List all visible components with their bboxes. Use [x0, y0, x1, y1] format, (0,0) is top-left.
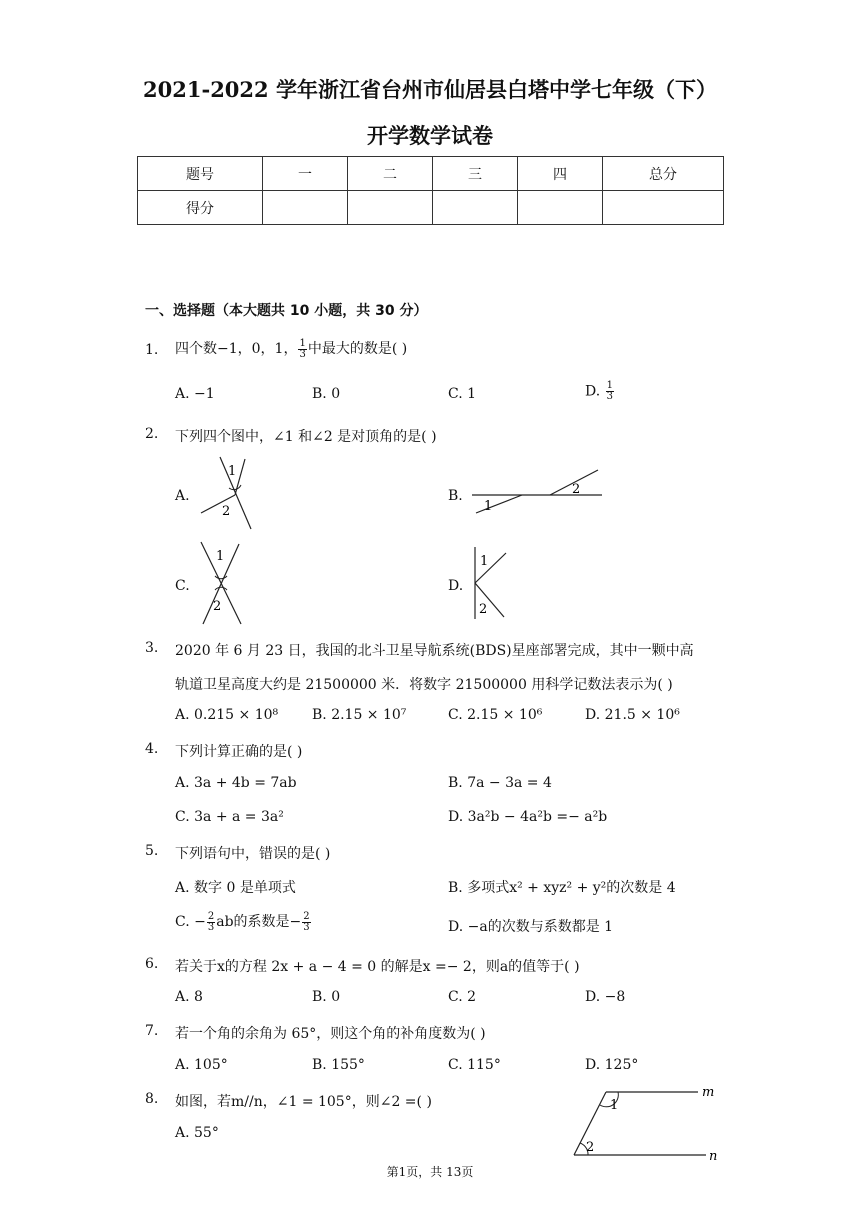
score-entry-cell	[518, 191, 603, 225]
question-number: 5.	[145, 843, 159, 859]
score-entry-cell	[263, 191, 348, 225]
angle-label-2: 2	[586, 1140, 595, 1155]
angle-label-1: 1	[228, 464, 237, 479]
angle-label-2: 2	[479, 602, 488, 617]
fraction-numerator: 1	[299, 337, 306, 349]
angle-label-1: 1	[216, 549, 225, 564]
score-entry-cell	[348, 191, 433, 225]
question-number: 3.	[145, 640, 159, 656]
option-a: A. 0.215 × 10⁸	[175, 707, 279, 723]
score-cell: 二	[348, 157, 433, 191]
question-1-text	[175, 338, 407, 360]
option-d	[585, 381, 615, 402]
question-number: 1.	[145, 342, 159, 358]
angle-label-1: 1	[480, 554, 489, 569]
question-3-line2: 轨道卫星高度大约是 21500000 米．将数字 21500000 用科学记数法表示为( )	[175, 677, 673, 693]
score-cell: 总分	[603, 157, 724, 191]
option-a: A. 8	[175, 989, 203, 1005]
score-entry-cell	[603, 191, 724, 225]
score-table-header-row	[138, 157, 724, 191]
score-table-score-row	[138, 191, 724, 225]
option-c	[175, 911, 312, 933]
figure-2b	[470, 465, 605, 515]
option-a: A. 55°	[175, 1125, 219, 1141]
fraction-denominator: 3	[606, 391, 614, 402]
option-b: B. 0	[312, 386, 341, 402]
option-a: A. 105°	[175, 1057, 228, 1073]
question-2-text: 下列四个图中，∠1 和∠2 是对顶角的是( )	[175, 429, 437, 445]
angle-label-2: 2	[213, 599, 222, 614]
question-number: 2.	[145, 426, 159, 442]
option-b: B. 155°	[312, 1057, 365, 1073]
option-a: A. 数字 0 是单项式	[175, 880, 296, 896]
question-text-part: 四个数−1，0，1，	[175, 341, 298, 357]
question-4-text: 下列计算正确的是( )	[175, 744, 303, 760]
figure-2c	[195, 540, 250, 628]
option-b: B. 2.15 × 10⁷	[312, 707, 407, 723]
option-a: A. 3a + 4b = 7ab	[175, 775, 297, 791]
page-footer: 第1页，共 13页	[386, 1165, 474, 1179]
option-d: D. −a的次数与系数都是 1	[448, 919, 614, 935]
option-text-part: ab的系数是−	[216, 914, 302, 930]
angle-label-2: 2	[572, 482, 581, 497]
option-c: C.	[175, 578, 190, 594]
score-entry-cell	[433, 191, 518, 225]
score-cell: 题号	[138, 157, 263, 191]
option-c: C. 115°	[448, 1057, 501, 1073]
fraction	[298, 339, 306, 360]
exam-title-line2: 开学数学试卷	[367, 123, 493, 148]
fraction	[606, 381, 614, 402]
option-b: B. 0	[312, 989, 341, 1005]
figure-2a	[195, 455, 260, 530]
line-label-n: n	[709, 1149, 718, 1163]
question-number: 7.	[145, 1023, 159, 1039]
line-label-m: m	[702, 1085, 715, 1100]
figure-2d	[468, 545, 513, 620]
option-a: A.	[175, 488, 190, 504]
question-3-line1: 2020 年 6 月 23 日，我国的北斗卫星导航系统(BDS)星座部署完成，其中一颗中高	[175, 643, 694, 659]
figure-8-parallel-lines	[570, 1083, 720, 1163]
option-d: D. −8	[585, 989, 626, 1005]
score-table	[137, 156, 724, 225]
option-c: C. 3a + a = 3a²	[175, 809, 284, 825]
score-cell: 得分	[138, 191, 263, 225]
score-cell: 一	[263, 157, 348, 191]
option-d: D. 21.5 × 10⁶	[585, 707, 680, 723]
fraction: $\frac{2}{3}$	[303, 910, 310, 933]
section-heading: 一、选择题（本大题共 10 小题，共 30 分）	[145, 303, 428, 319]
angle-label-1: 1	[484, 499, 493, 514]
option-label: D.	[585, 383, 605, 400]
option-c: C. 1	[448, 386, 477, 402]
option-b: B. 7a − 3a = 4	[448, 775, 552, 791]
option-d: D. 125°	[585, 1057, 639, 1073]
option-c: C. 2.15 × 10⁶	[448, 707, 543, 723]
angle-label-2: 2	[222, 504, 231, 519]
angle-label-1: 1	[610, 1098, 619, 1113]
exam-title-line1: 2021-2022 学年浙江省台州市仙居县白塔中学七年级（下）	[143, 77, 717, 102]
question-6-text: 若关于x的方程 2x + a − 4 = 0 的解是x =− 2，则a的值等于( )	[175, 959, 580, 975]
question-number: 4.	[145, 741, 159, 757]
option-b: B. 多项式x² + xyz² + y²的次数是 4	[448, 880, 676, 896]
fraction-numerator: 1	[606, 380, 614, 391]
option-a: A. −1	[175, 386, 215, 402]
option-d: D. 3a²b − 4a²b =− a²b	[448, 809, 608, 825]
option-label: C. −	[175, 914, 206, 930]
score-cell: 四	[518, 157, 603, 191]
option-d: D.	[448, 578, 464, 594]
option-c: C. 2	[448, 989, 477, 1005]
score-cell: 三	[433, 157, 518, 191]
question-8-text: 如图，若m//n，∠1 = 105°，则∠2 =( )	[175, 1094, 432, 1110]
question-5-text: 下列语句中，错误的是( )	[175, 846, 331, 862]
question-7-text: 若一个角的余角为 65°，则这个角的补角度数为( )	[175, 1026, 486, 1042]
question-number: 6.	[145, 956, 159, 972]
question-text-part: 中最大的数是( )	[307, 341, 408, 357]
fraction-denominator: 3	[299, 348, 306, 360]
fraction: $\frac{2}{3}$	[207, 910, 215, 933]
option-b: B.	[448, 488, 463, 504]
question-number: 8.	[145, 1091, 159, 1107]
